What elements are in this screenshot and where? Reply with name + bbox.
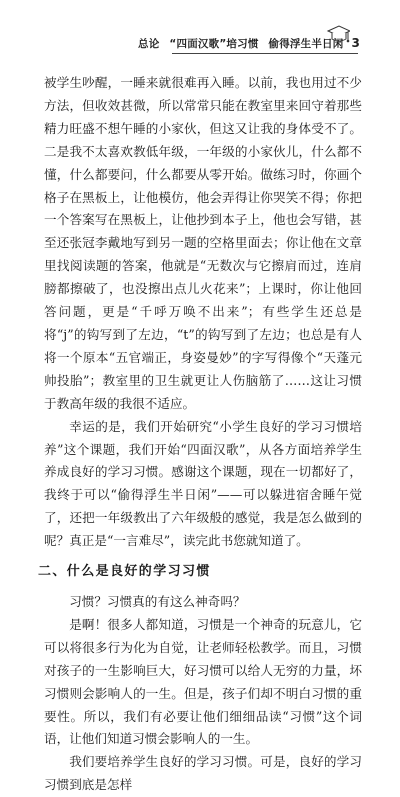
- header-theme: “四面汉歌”培习惯: [169, 38, 259, 50]
- paragraph: 是啊！很多人都知道，习惯是一个神奇的玩意儿，它可以将很多行为化为自觉，让老师轻松教学。而且，习惯对孩子的一生影响巨大，好习惯可以给人无穷的力量，坏习惯则会影响人的一生。但是，孩子们却不明白习惯的重要性。所以，我们有必要让他们细细品读“习惯”这个词语，让他们知道习惯会影响人的一生。: [44, 616, 362, 747]
- body-text: [38, 72, 362, 797]
- paragraph: 被学生吵醒，一睡来就很难再入睡。以前，我也用过不少方法，但收效甚微，所以常常只能在教室里来回守着那些精力旺盛不想午睡的小家伙，但这又让我的身体受不了。二是我不太喜欢教低年级，一年级的小家伙儿，什么都不懂，什么都要问，什么都要从零开始。做练习时，你画个格子在黑板上，让他模仿，他会弄得让你哭笑不得；你把一个答案写在黑板上，让他抄到本子上，他也会写错，甚至还张冠李戴地写到另一题的空格里面去；你让他在文章里找阅读题的答案，他就是“无数次与它擦肩而过，连肩膀都擦破了，也没擦出点儿火花来”；上课时，你让他回答问题，更是“千呼万唤不出来”；有些学生还总是将“j”的钩写到了左边，“t”的钩写到了左边；也总是有人将一个原本“五官端正，身姿曼妙”的字写得像个“天蓬元帅投胎”；教室里的卫生就更让人伤脑筋了……这让习惯于教高年级的我很不适应。: [44, 75, 362, 411]
- paragraph: 习惯？习惯真的有这么神奇吗？: [69, 594, 246, 610]
- running-header: [0, 34, 400, 54]
- section-heading: 二、什么是良好的学习习惯: [38, 564, 211, 580]
- header-title: [138, 36, 360, 51]
- paragraph: 幸运的是，我们开始研究“小学生良好的学习习惯培养”这个课题，我们开始“四面汉歌”，从各方面培养学生养成良好的学习习惯。感谢这个课题，现在一切都好了，我终于可以“偷得浮生半日闲”——可以躲进宿舍睡午觉了，还把一年级教出了六年级般的感觉，我是怎么做到的呢？真正是“一言难尽”，读完此书您就知道了。: [44, 418, 362, 549]
- page-number: 3: [351, 36, 360, 50]
- paragraph: 我们要培养学生良好的学习习惯。可是，良好的学习习惯到底是怎样: [44, 754, 362, 793]
- header-subtitle: 偷得浮生半日闲: [268, 38, 344, 50]
- header-rule: [172, 53, 358, 54]
- header-part: 总论: [138, 38, 160, 50]
